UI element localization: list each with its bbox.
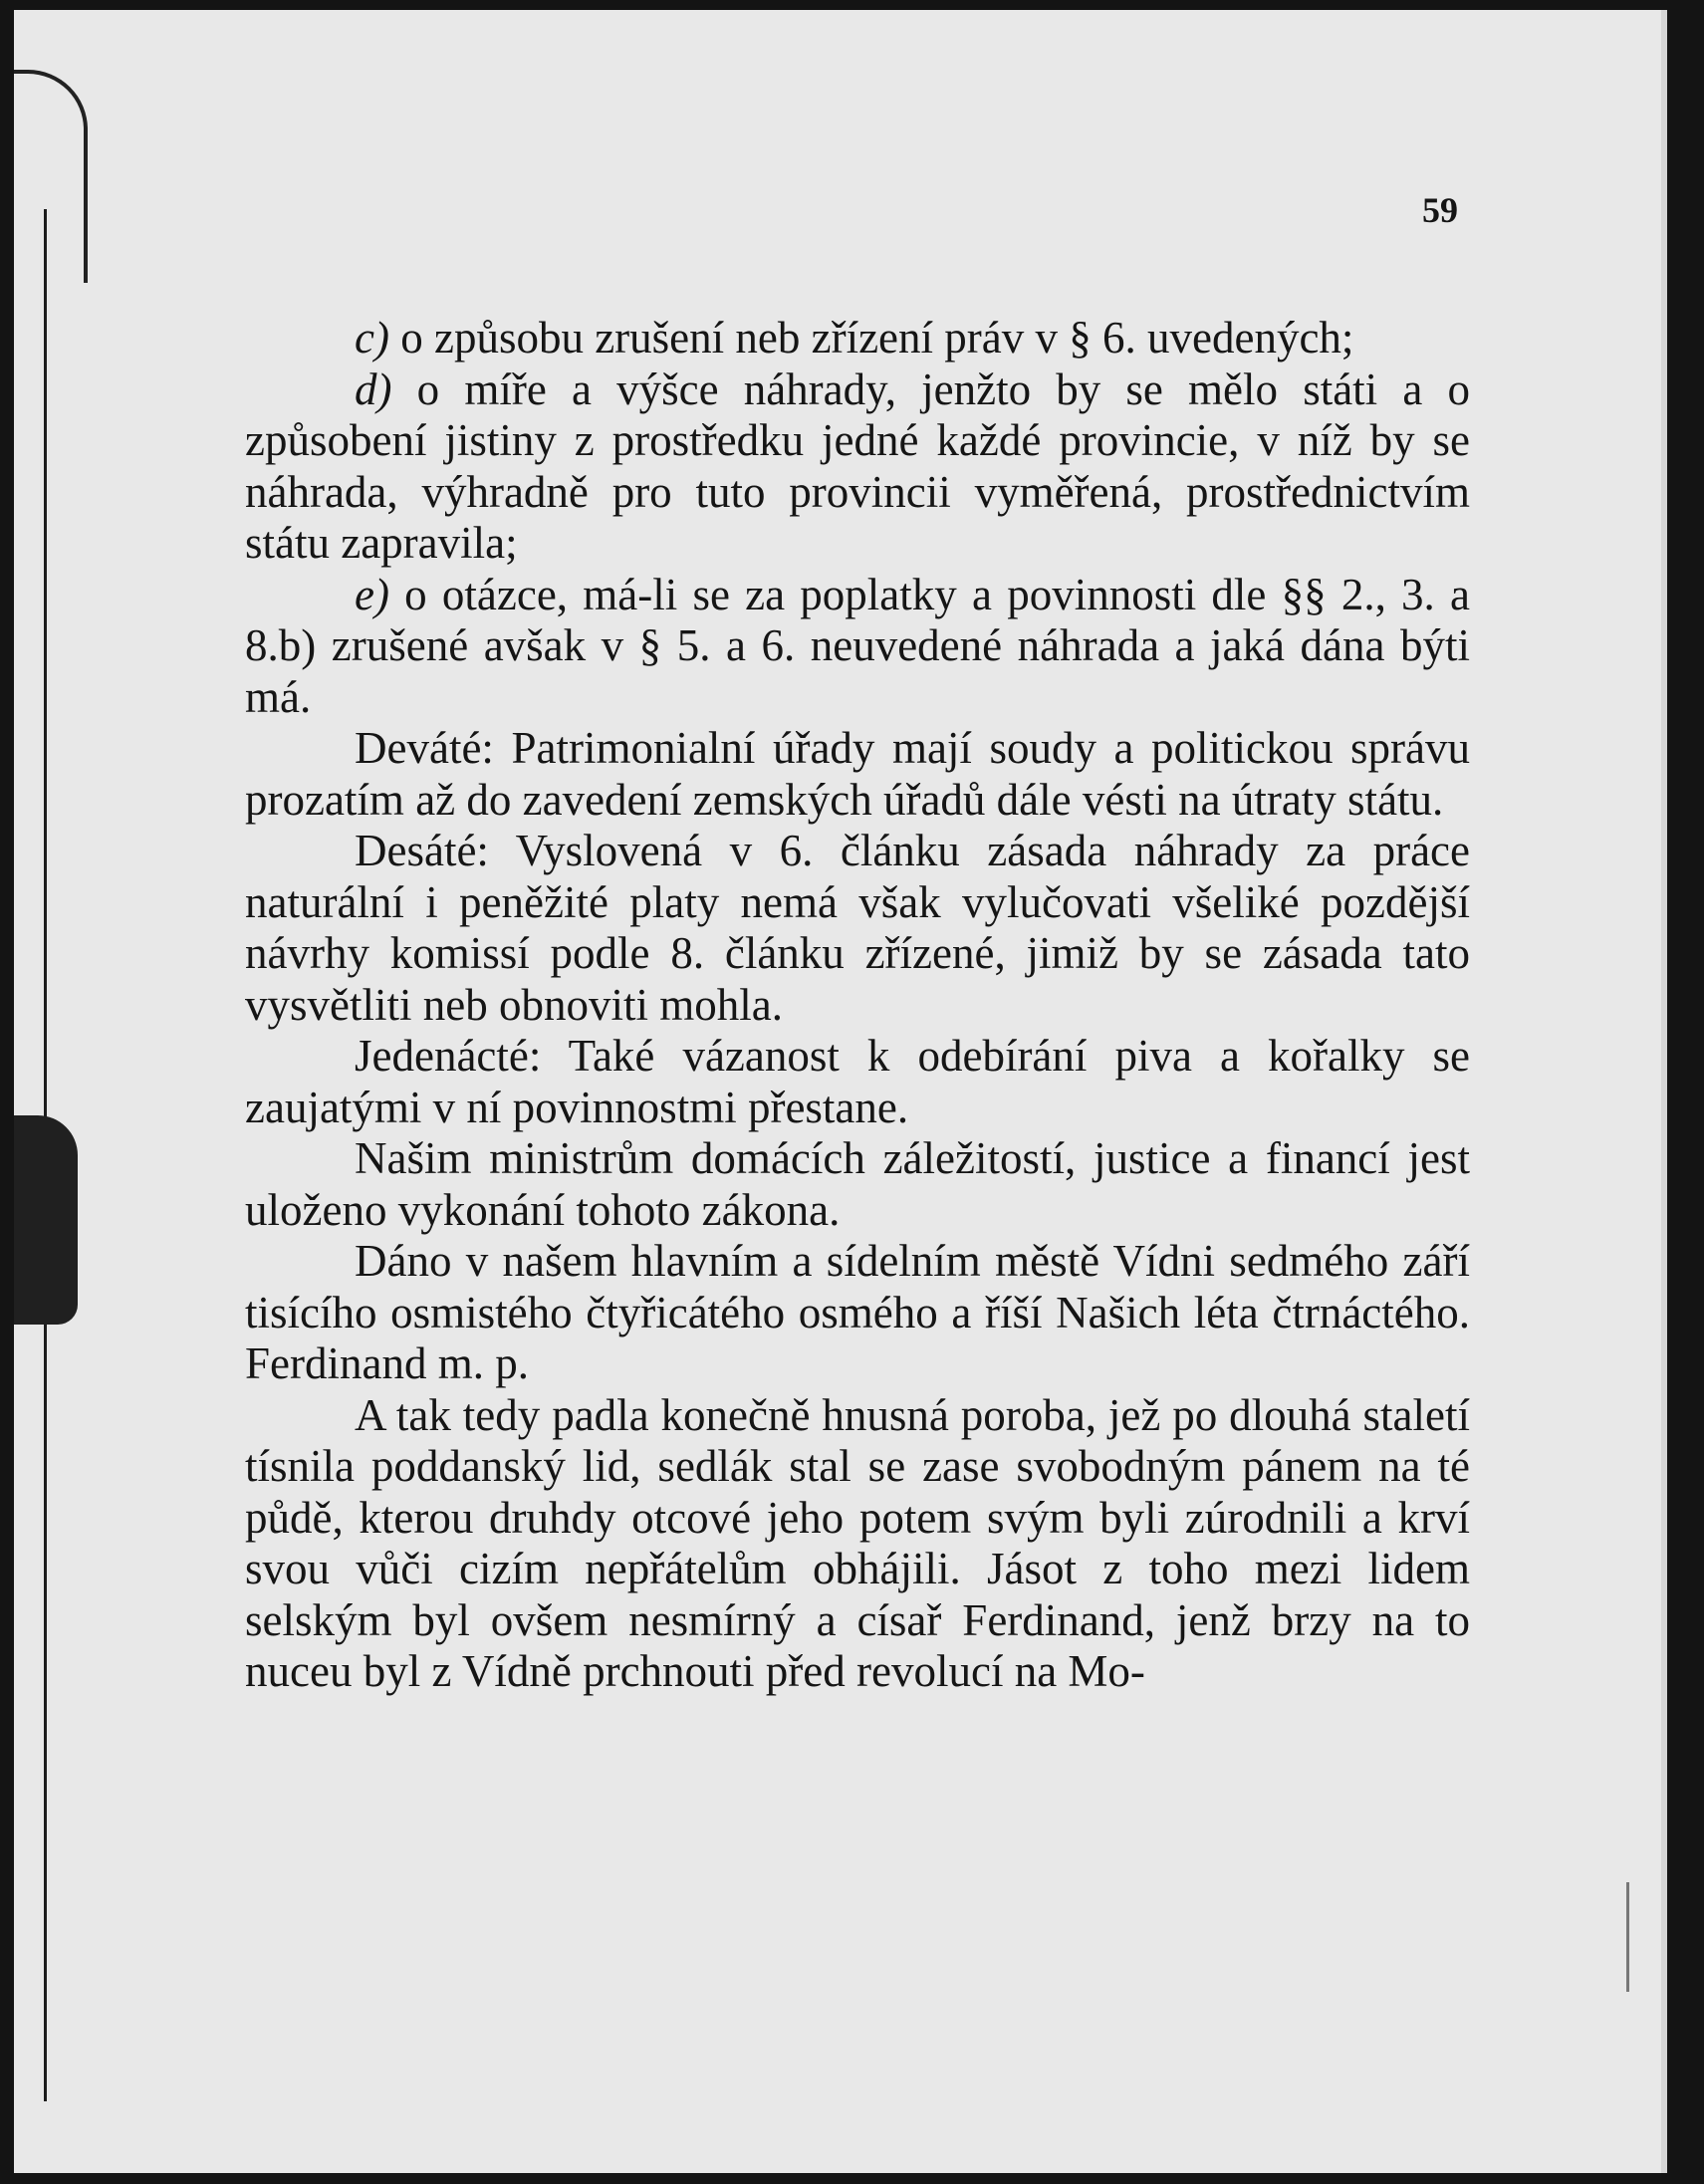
paragraph-ministri: Našim ministrům domácích záležitostí, justice a financí jest uloženo vykonání tohoto zákona.	[245, 1133, 1470, 1235]
paragraph-d	[245, 364, 1470, 570]
paragraph-text: o otázce, má-li se za poplatky a povinnosti dle §§ 2., 3. a 8.b) zrušené avšak v § 5. a 6. neuvedené náhrada a jaká dána býti má.	[245, 569, 1470, 722]
body-text	[245, 313, 1470, 1698]
paragraph-jedenacte: Jedenácté: Také vázanost k odebírání piva a kořalky se zaujatými v ní povinnostmi přestane.	[245, 1031, 1470, 1132]
item-label-c: c)	[355, 313, 389, 363]
paragraph-e	[245, 570, 1470, 724]
paragraph-dano: Dáno v našem hlavním a sídelním městě Vídni sedmého září tisícího osmistého čtyřicátého osmého a říší Našich léta čtrnáctého. Ferdinand m. p.	[245, 1236, 1470, 1388]
book-page	[14, 10, 1667, 2173]
torn-corner-mark	[14, 70, 88, 283]
paragraph-devate: Deváté: Patrimonialní úřady mají soudy a politickou správu prozatím až do zavedení zemských úřadů dále vésti na útraty státu.	[245, 723, 1470, 825]
page-number: 59	[1422, 190, 1458, 230]
paragraph-c	[245, 313, 1470, 364]
paragraph-text: o způsobu zrušení neb zřízení práv v § 6. uvedených;	[388, 313, 1354, 363]
paragraph-text: o míře a výšce náhrady, jenžto by se mělo státi a o způsobení jistiny z prostředku jedné každé provincie, v níž by se náhrada, výhradně pro tuto provincii vyměřená, prostřednictvím státu zapravila;	[245, 364, 1470, 568]
item-label-d: d)	[355, 364, 392, 414]
item-label-e: e)	[355, 569, 389, 619]
paragraph-desate: Desáté: Vyslovená v 6. článku zásada náhrady za práce naturální i peněžité platy nemá však vylučovati všeliké pozdější návrhy komissí podle 8. článku zřízené, jimiž by se zásada tato vysvětliti neb obnoviti mohla.	[245, 826, 1470, 1030]
binding-ink-blot	[14, 1115, 78, 1325]
paragraph-narrative: A tak tedy padla konečně hnusná poroba, jež po dlouhá staletí tísnila poddanský lid, sedlák stal se zase svobodným pánem na té půdě, kterou druhdy otcové jeho potem svým byli zúrodnili a krví svou vůči cizím nepřátelům obhájili. Jásot z toho mezi lidem selským byl ovšem nesmírný a císař Ferdinand, jenž brzy na to nuceu byl z Vídně prchnouti před revolucí na Mo-	[245, 1389, 1470, 1696]
page-edge-mark	[1626, 1882, 1629, 1992]
